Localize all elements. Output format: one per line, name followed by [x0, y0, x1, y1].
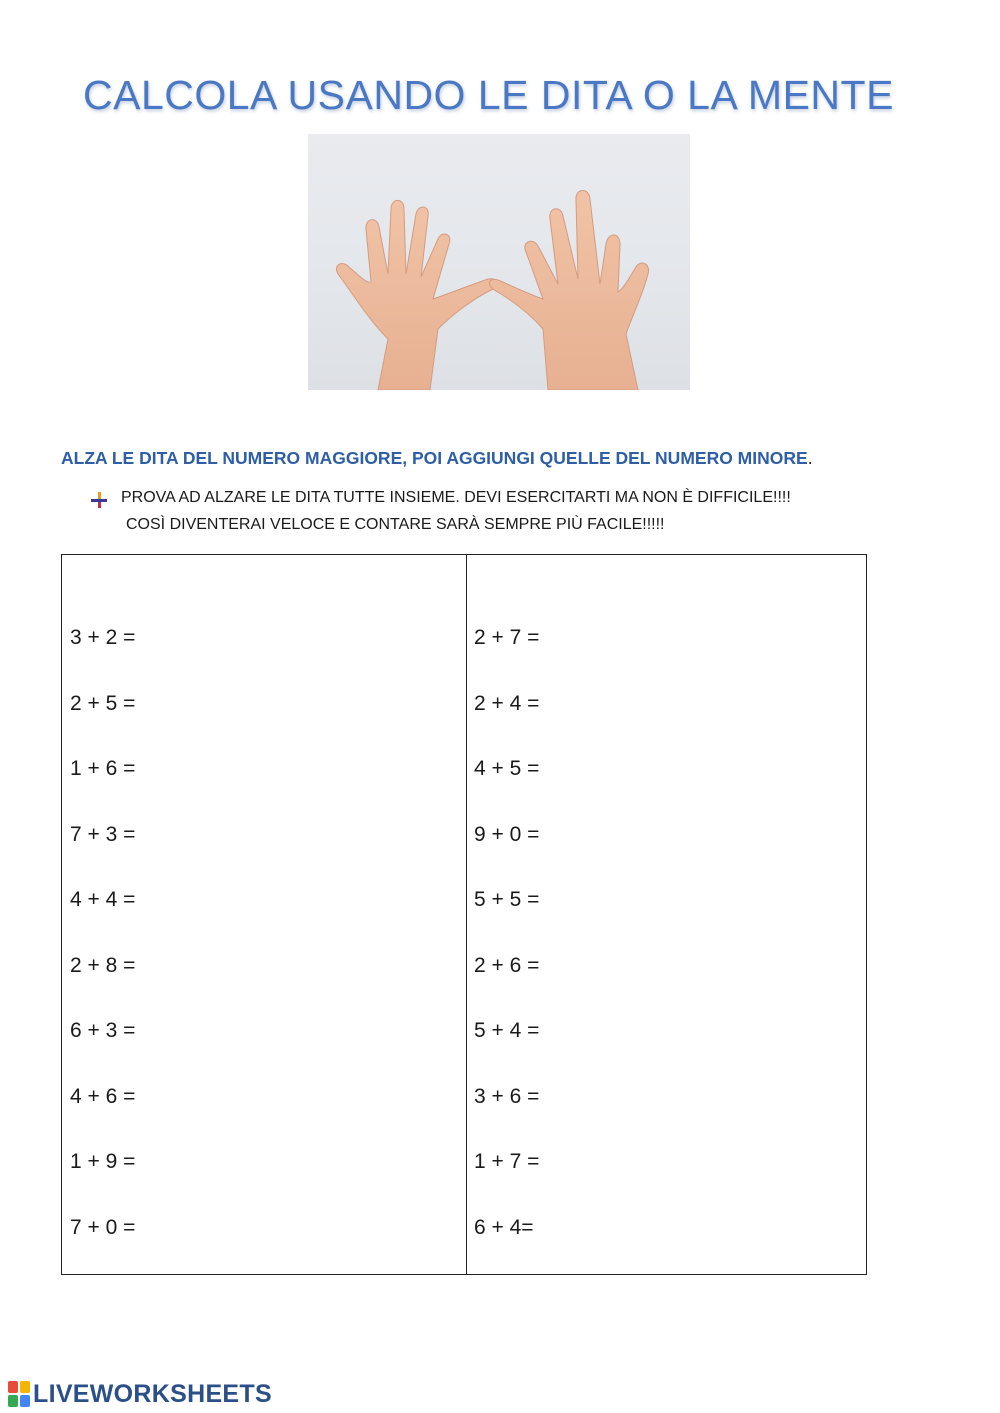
exercise-item: 9 + 0 = [474, 823, 540, 846]
exercise-item: 7 + 3 = [70, 823, 136, 846]
exercise-item: 2 + 5 = [70, 692, 136, 715]
exercise-item: 2 + 4 = [474, 692, 540, 715]
page-title: CALCOLA USANDO LE DITA O LA MENTE [83, 72, 894, 118]
exercise-item: 2 + 6 = [474, 954, 540, 977]
instruction-period: . [807, 448, 813, 468]
column-divider [466, 555, 467, 1274]
exercise-item: 5 + 4 = [474, 1019, 540, 1042]
tip-line-1: PROVA AD ALZARE LE DITA TUTTE INSIEME. DEVI ESERCITARTI MA NON È DIFFICILE!!!! [121, 489, 791, 506]
instruction-text: ALZA LE DITA DEL NUMERO MAGGIORE, POI AGGIUNGI QUELLE DEL NUMERO MINORE [61, 448, 808, 468]
exercise-item: 6 + 4= [474, 1216, 534, 1239]
footer-brand: LIVEWORKSHEETS [33, 1380, 272, 1408]
exercise-item: 2 + 8 = [70, 954, 136, 977]
exercise-item: 4 + 4 = [70, 888, 136, 911]
exercise-item: 4 + 5 = [474, 757, 540, 780]
bullet-arrow-icon [90, 491, 108, 509]
main-instruction [61, 448, 813, 469]
tip-line-2: COSÌ DIVENTERAI VELOCE E CONTARE SARÀ SEMPRE PIÙ FACILE!!!!! [126, 516, 665, 533]
exercise-item: 1 + 6 = [70, 757, 136, 780]
exercise-item: 5 + 5 = [474, 888, 540, 911]
exercise-item: 4 + 6 = [70, 1085, 136, 1108]
liveworksheets-logo-icon [8, 1381, 30, 1407]
raised-hands-image [308, 134, 690, 390]
exercise-item: 2 + 7 = [474, 626, 540, 649]
exercise-item: 1 + 7 = [474, 1150, 540, 1173]
hands-photo [308, 134, 690, 390]
exercise-table [61, 554, 867, 1275]
exercise-item: 3 + 6 = [474, 1085, 540, 1108]
exercise-item: 3 + 2 = [70, 626, 136, 649]
exercise-item: 7 + 0 = [70, 1216, 136, 1239]
exercise-item: 1 + 9 = [70, 1150, 136, 1173]
exercise-item: 6 + 3 = [70, 1019, 136, 1042]
